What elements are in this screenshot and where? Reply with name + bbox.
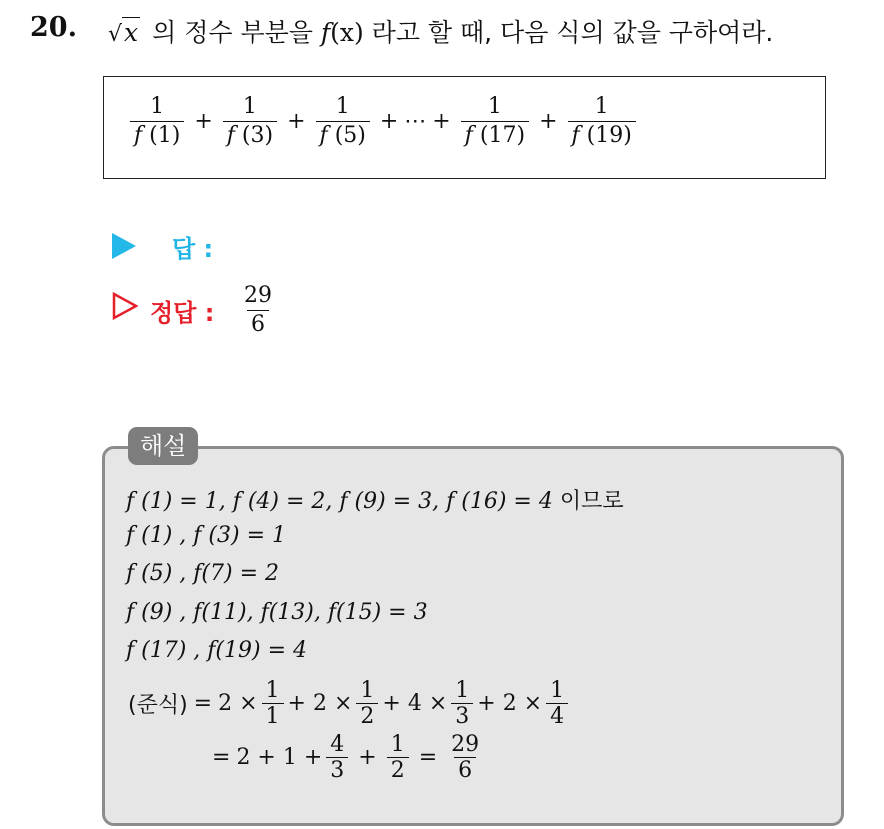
plus-sign: + bbox=[194, 109, 213, 134]
correct-answer-value: $\frac{29}{6}$ bbox=[244, 283, 272, 337]
solution-line-4: f (9) , f(11), f(13), f(15) = 3 bbox=[126, 600, 428, 625]
question-number: 20. bbox=[30, 12, 77, 43]
plus-sign: + bbox=[539, 109, 558, 134]
ellipsis: ⋯ bbox=[404, 109, 427, 134]
function-arg: (x) bbox=[330, 18, 364, 47]
term-fraction-3: $\frac{1}{f (5)}$ bbox=[316, 93, 370, 150]
term-fraction-5: $\frac{1}{f (19)}$ bbox=[568, 93, 636, 150]
sqrt-expression: √x bbox=[108, 18, 139, 47]
answer-triangle-icon bbox=[112, 233, 136, 259]
solution-line-1: f (1) = 1, f (4) = 2, f (9) = 3, f (16) = 4 이므로 bbox=[126, 489, 624, 514]
answer-label: 답 : bbox=[172, 235, 214, 263]
plus-sign: + bbox=[287, 109, 306, 134]
solution-tag: 해설 bbox=[128, 427, 198, 465]
solution-line-3: f (5) , f(7) = 2 bbox=[126, 561, 280, 586]
solution-line-2: f (1) , f (3) = 1 bbox=[126, 523, 286, 548]
question-text bbox=[108, 13, 773, 49]
term-fraction-2: $\frac{1}{f (3)}$ bbox=[223, 93, 277, 150]
correct-answer-label: 정답 : bbox=[150, 299, 215, 327]
expression-box bbox=[103, 76, 826, 179]
sum-expression bbox=[126, 93, 640, 150]
question-text-part1: 의 정수 부분을 bbox=[152, 18, 313, 47]
plus-sign: + bbox=[379, 109, 399, 134]
solution-line-5: f (17) , f(19) = 4 bbox=[126, 638, 307, 663]
solution-line-7: = 2 + 1 + $\frac{4}{3}$ + $\frac{1}{2}$ = $\frac{29}{6}$ bbox=[212, 732, 480, 783]
solution-line-6: (준식) = 2 × $\frac{1}{1}$ + 2 × $\frac{1}{2}$ + 4 × $\frac{1}{3}$ + 2 × $\frac{1}{4}$ bbox=[128, 678, 572, 729]
function-name: f bbox=[320, 18, 331, 47]
term-fraction-4: $\frac{1}{f (17)}$ bbox=[461, 93, 529, 150]
term-fraction-1: $\frac{1}{f (1)}$ bbox=[130, 93, 184, 150]
plus-sign: + bbox=[432, 109, 451, 134]
question-text-part2: 라고 할 때, 다음 식의 값을 구하여라. bbox=[371, 18, 774, 47]
correct-triangle-outline-icon bbox=[112, 292, 138, 320]
